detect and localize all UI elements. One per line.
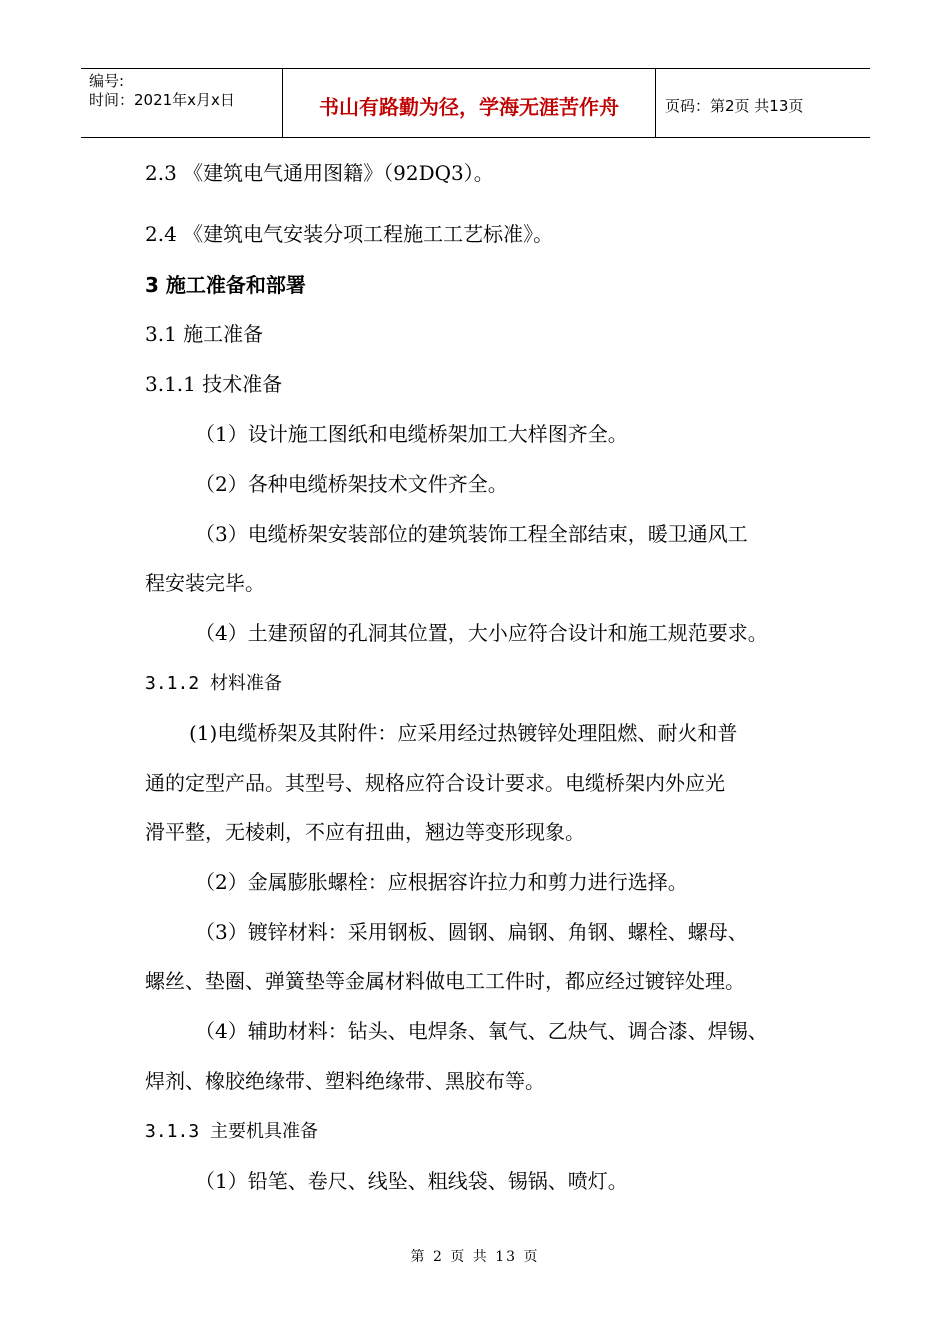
list-item: （4）土建预留的孔洞其位置，大小应符合设计和施工规范要求。 xyxy=(195,621,768,645)
subsection-heading: 3.1.3 主要机具准备 xyxy=(145,1121,319,1142)
header-table xyxy=(81,68,870,138)
list-item-continuation: 螺丝、垫圈、弹簧垫等金属材料做电工工件时，都应经过镀锌处理。 xyxy=(145,969,745,993)
list-item: （3）电缆桥架安装部位的建筑装饰工程全部结束，暖卫通风工 xyxy=(195,522,748,546)
body-line: 2.3 《建筑电气通用图籍》（92DQ3）。 xyxy=(145,161,494,185)
page-footer: 第 2 页 共 13 页 xyxy=(410,1249,540,1265)
header-page-info: 页码：第2页 共13页 xyxy=(665,96,804,115)
list-item-continuation: 程安装完毕。 xyxy=(145,571,265,595)
list-item-continuation: 滑平整，无棱刺，不应有扭曲，翘边等变形现象。 xyxy=(145,820,585,844)
document-number-label: 编号: xyxy=(89,72,125,90)
list-item: (1)电缆桥架及其附件：应采用经过热镀锌处理阻燃、耐火和普 xyxy=(189,721,738,745)
section-heading: 3 施工准备和部署 xyxy=(145,273,306,297)
list-item-continuation: 通的定型产品。其型号、规格应符合设计要求。电缆桥架内外应光 xyxy=(145,771,725,795)
list-item: （1）铅笔、卷尺、线坠、粗线袋、锡锅、喷灯。 xyxy=(195,1169,628,1193)
list-item: （2）各种电缆桥架技术文件齐全。 xyxy=(195,472,508,496)
list-item-continuation: 焊剂、橡胶绝缘带、塑料绝缘带、黑胶布等。 xyxy=(145,1069,545,1093)
subsection-heading: 3.1.1 技术准备 xyxy=(145,372,283,396)
header-motto: 书山有路勤为径，学海无涯苦作舟 xyxy=(283,69,656,137)
header-info-cell xyxy=(81,69,283,137)
list-item: （3）镀锌材料：采用钢板、圆钢、扁钢、角钢、螺栓、螺母、 xyxy=(195,920,748,944)
list-item: （1）设计施工图纸和电缆桥架加工大样图齐全。 xyxy=(195,422,628,446)
list-item: （4）辅助材料：钻头、电焊条、氧气、乙炔气、调合漆、焊锡、 xyxy=(195,1019,768,1043)
subsection-heading: 3.1 施工准备 xyxy=(145,322,264,346)
list-item: （2）金属膨胀螺栓：应根据容许拉力和剪力进行选择。 xyxy=(195,870,688,894)
body-line: 2.4 《建筑电气安装分项工程施工工艺标准》。 xyxy=(145,222,554,246)
subsection-heading: 3.1.2 材料准备 xyxy=(145,673,283,694)
document-time-label: 时间：2021年x月x日 xyxy=(89,91,235,109)
